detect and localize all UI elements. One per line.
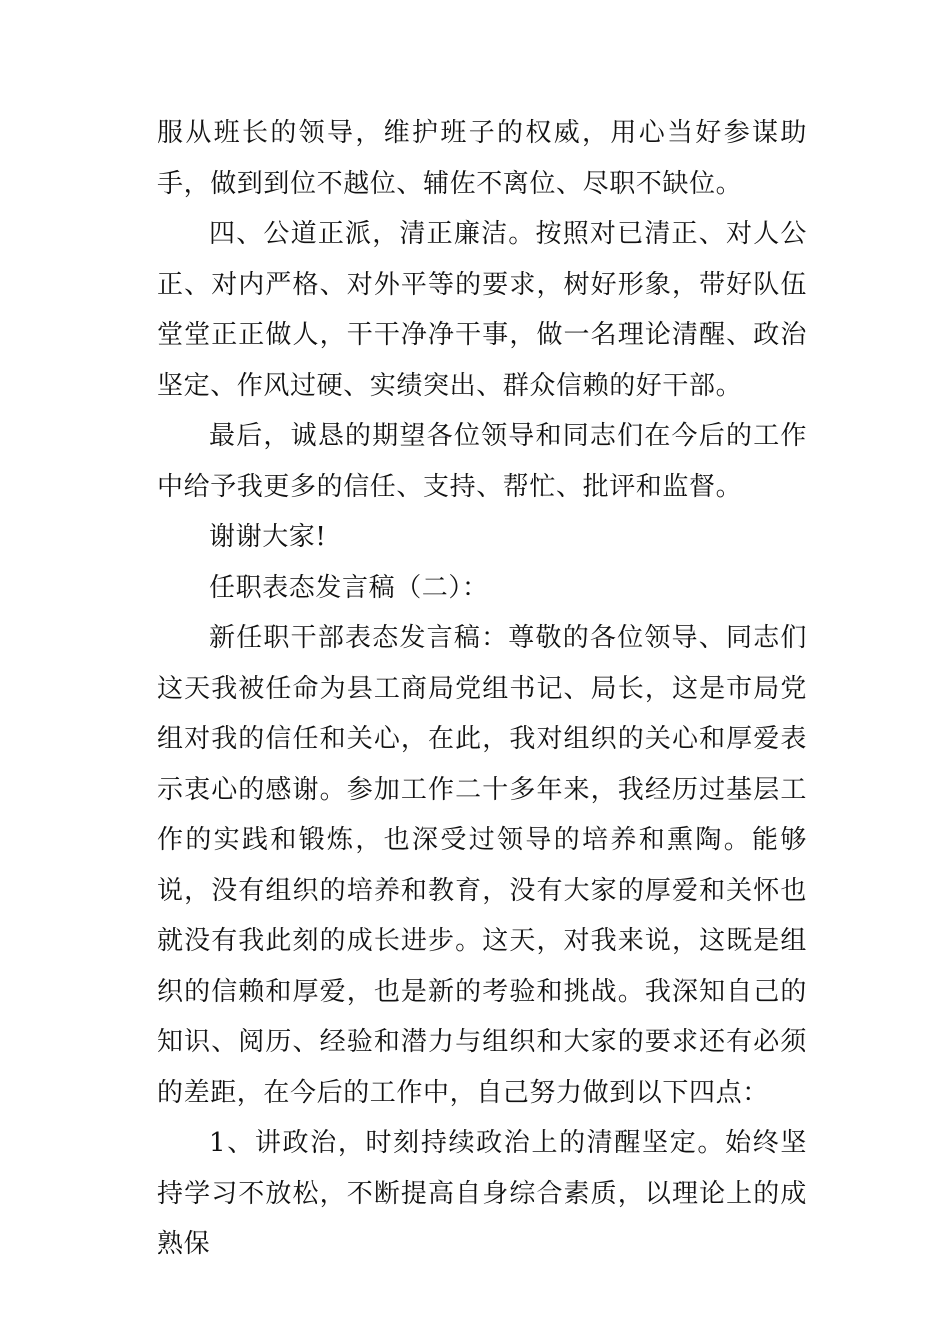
document-body	[157, 108, 807, 1270]
paragraph-2: 四、公道正派，清正廉洁。按照对已清正、对人公正、对内严格、对外平等的要求，树好形象，带好队伍堂堂正正做人，干干净净干事，做一名理论清醒、政治坚定、作风过硬、实绩突出、群众信赖的好干部。	[157, 219, 807, 401]
paragraph-4: 谢谢大家!	[209, 522, 327, 552]
paragraph-3: 最后，诚恳的期望各位领导和同志们在今后的工作中给予我更多的信任、支持、帮忙、批评和监督。	[157, 421, 807, 502]
paragraph-6: 1、讲政治，时刻持续政治上的清醒坚定。始终坚持学习不放松，不断提高自身综合素质，以理论上的成熟保	[157, 1128, 807, 1259]
paragraph-1: 服从班长的领导，维护班子的权威，用心当好参谋助手，做到到位不越位、辅佐不离位、尽职不缺位。	[157, 118, 807, 199]
section-heading: 任职表态发言稿（二）：	[209, 572, 489, 603]
paragraph-5: 新任职干部表态发言稿：尊敬的各位领导、同志们这天我被任命为县工商局党组书记、局长，这是市局党组对我的信任和关心，在此，我对组织的关心和厚爱表示衷心的感谢。参加工作二十多年来，我经历过基层工作的实践和锻炼，也深受过领导的培养和熏陶。能够说，没有组织的培养和教育，没有大家的厚爱和关怀也就没有我此刻的成长进步。这天，对我来说，这既是组织的信赖和厚爱，也是新的考验和挑战。我深知自己的知识、阅历、经验和潜力与组织和大家的要求还有必须的差距，在今后的工作中，自己努力做到以下四点：	[157, 623, 807, 1108]
